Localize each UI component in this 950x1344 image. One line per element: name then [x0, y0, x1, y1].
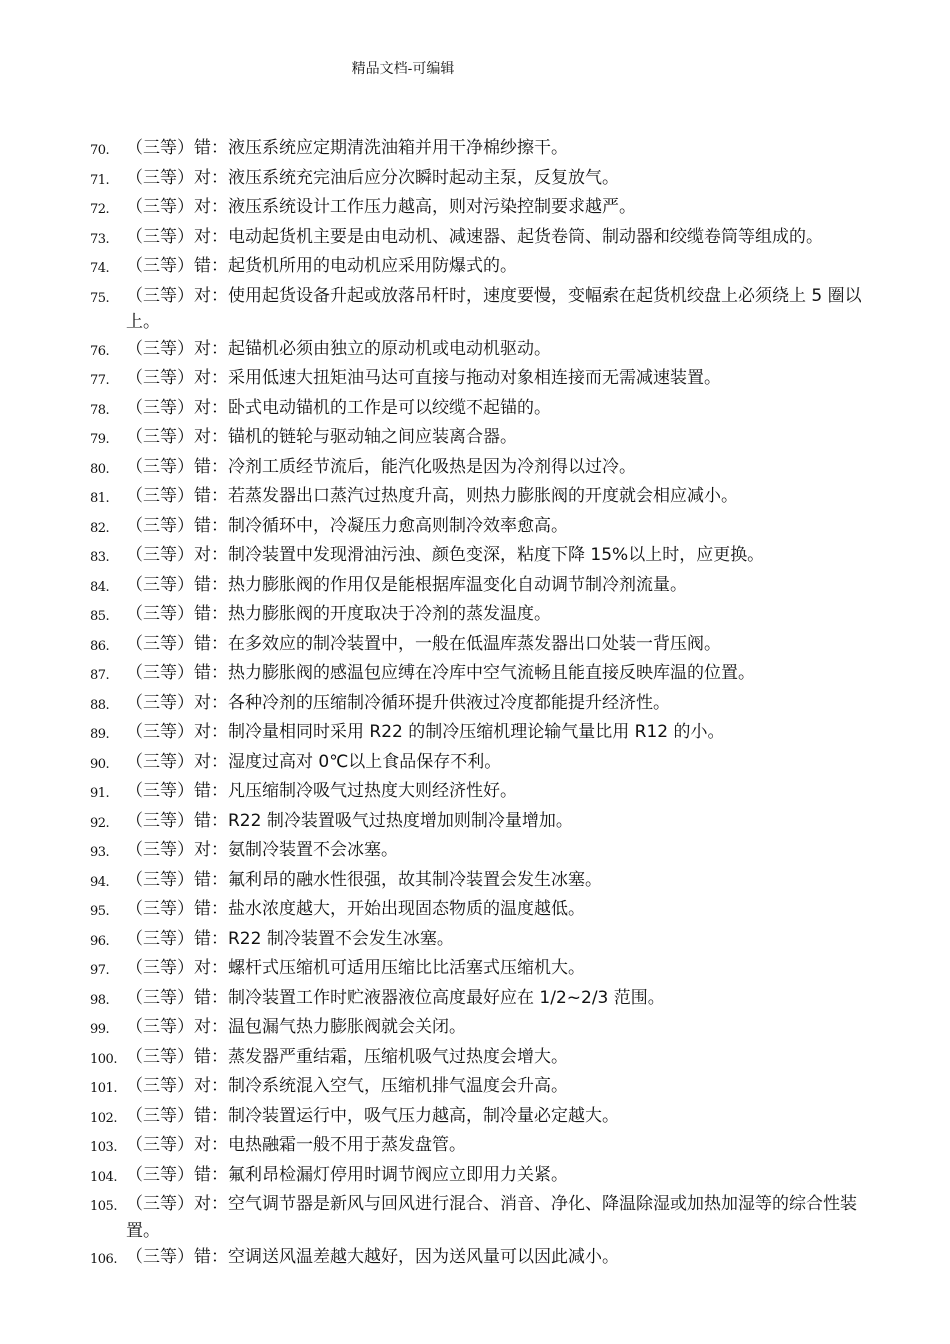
item-text: （三等）错：制冷装置工作时贮液器液位高度最好应在 1/2~2/3 范围。 — [126, 987, 665, 1008]
list-item — [90, 1044, 865, 1074]
item-text: （三等）对：使用起货设备升起或放落吊杆时，速度要慢，变幅索在起货机绞盘上必须绕上 5 圈以上。 — [126, 285, 862, 332]
item-text: （三等）对：制冷量相同时采用 R22 的制冷压缩机理论输气量比用 R12 的小。 — [126, 722, 725, 742]
list-item — [90, 365, 865, 395]
item-text: （三等）错：液压系统应定期清洗油箱并用干净棉纱擦干。 — [126, 138, 568, 158]
item-number: 82. — [90, 520, 110, 536]
item-number: 101. — [90, 1081, 117, 1096]
item-number: 71. — [90, 172, 110, 188]
list-item — [90, 483, 865, 513]
item-text: （三等）对：制冷装置中发现滑油污浊、颜色变深，粘度下降 15%以上时，应更换。 — [126, 545, 765, 565]
question-list — [90, 135, 865, 1274]
list-item — [90, 778, 865, 808]
item-number: 78. — [90, 402, 110, 418]
list-item — [90, 719, 865, 749]
list-item — [90, 513, 865, 543]
list-item — [90, 224, 865, 254]
item-number: 88. — [90, 697, 110, 713]
item-number: 103. — [90, 1140, 117, 1155]
item-number: 105. — [90, 1199, 117, 1214]
item-number: 79. — [90, 432, 110, 447]
item-text: （三等）错：空调送风温差越大越好，因为送风量可以因此减小。 — [126, 1247, 619, 1267]
list-item — [90, 985, 865, 1015]
item-text: （三等）对：液压系统设计工作压力越高，则对污染控制要求越严。 — [126, 197, 636, 217]
page-header: 精品文档-可编辑 — [351, 61, 455, 77]
item-number: 87. — [90, 668, 110, 683]
item-number: 99. — [90, 1022, 110, 1037]
list-item — [90, 194, 865, 224]
item-number: 86. — [90, 638, 110, 654]
item-text: （三等）错：盐水浓度越大，开始出现固态物质的温度越低。 — [126, 899, 585, 919]
item-number: 90. — [90, 756, 110, 772]
item-number: 84. — [90, 579, 110, 595]
item-text: （三等）对：制冷系统混入空气，压缩机排气温度会升高。 — [126, 1076, 568, 1096]
item-number: 74. — [90, 261, 110, 276]
item-text: （三等）对：起锚机必须由独立的原动机或电动机驱动。 — [126, 338, 551, 359]
item-text: （三等）对：氨制冷装置不会冰塞。 — [126, 840, 398, 860]
item-number: 77. — [90, 373, 110, 388]
item-number: 92. — [90, 815, 110, 831]
item-number: 93. — [90, 845, 110, 860]
item-number: 94. — [90, 874, 110, 890]
item-number: 80. — [90, 461, 110, 477]
list-item — [90, 253, 865, 283]
item-number: 72. — [90, 202, 110, 217]
item-text: （三等）错：蒸发器严重结霜，压缩机吸气过热度会增大。 — [126, 1046, 568, 1067]
item-number: 75. — [90, 290, 110, 306]
list-item — [90, 165, 865, 195]
item-text: （三等）错：若蒸发器出口蒸汽过热度升高，则热力膨胀阀的开度就会相应减小。 — [126, 486, 738, 506]
item-number: 100. — [90, 1051, 117, 1067]
list-item — [90, 690, 865, 720]
item-number: 95. — [90, 904, 110, 919]
item-number: 96. — [90, 933, 110, 949]
item-text: （三等）对：空气调节器是新风与回风进行混合、消音、净化、降温除湿或加热加湿等的综合性装置。 — [126, 1194, 857, 1241]
item-number: 91. — [90, 786, 110, 801]
list-item — [90, 808, 865, 838]
item-number: 85. — [90, 609, 110, 624]
item-text: （三等）错：制冷装置运行中，吸气压力越高，制冷量必定越大。 — [126, 1105, 619, 1126]
list-item — [90, 896, 865, 926]
item-text: （三等）对：锚机的链轮与驱动轴之间应装离合器。 — [126, 427, 517, 447]
list-item — [90, 1103, 865, 1133]
item-number: 97. — [90, 963, 110, 978]
item-text: （三等）错：冷剂工质经节流后，能汽化吸热是因为冷剂得以过冷。 — [126, 456, 636, 477]
item-text: （三等）错：热力膨胀阀的感温包应缚在冷库中空气流畅且能直接反映库温的位置。 — [126, 663, 755, 683]
item-number: 104. — [90, 1169, 117, 1185]
list-item — [90, 749, 865, 779]
list-item — [90, 1162, 865, 1192]
item-number: 98. — [90, 992, 110, 1008]
item-number: 102. — [90, 1110, 117, 1126]
item-number: 73. — [90, 231, 110, 247]
item-text: （三等）错：制冷循环中，冷凝压力愈高则制冷效率愈高。 — [126, 515, 568, 536]
item-text: （三等）对：液压系统充完油后应分次瞬时起动主泵，反复放气。 — [126, 167, 619, 188]
list-item — [90, 926, 865, 956]
list-item — [90, 283, 865, 336]
item-text: （三等）错：R22 制冷装置不会发生冰塞。 — [126, 928, 454, 949]
list-item — [90, 454, 865, 484]
list-item — [90, 1244, 865, 1274]
item-text: （三等）对：温包漏气热力膨胀阀就会关闭。 — [126, 1017, 466, 1037]
list-item — [90, 395, 865, 425]
list-item — [90, 631, 865, 661]
item-text: （三等）错：起货机所用的电动机应采用防爆式的。 — [126, 256, 517, 276]
item-text: （三等）错：氟利昂的融水性很强，故其制冷装置会发生冰塞。 — [126, 869, 602, 890]
list-item — [90, 135, 865, 165]
list-item — [90, 572, 865, 602]
list-item — [90, 955, 865, 985]
item-text: （三等）错：热力膨胀阀的作用仅是能根据库温变化自动调节制冷剂流量。 — [126, 574, 687, 595]
item-text: （三等）错：热力膨胀阀的开度取决于冷剂的蒸发温度。 — [126, 604, 551, 624]
list-item — [90, 1073, 865, 1103]
list-item — [90, 1132, 865, 1162]
item-text: （三等）对：卧式电动锚机的工作是可以绞缆不起锚的。 — [126, 397, 551, 418]
item-number: 70. — [90, 143, 110, 158]
list-item — [90, 424, 865, 454]
item-number: 76. — [90, 343, 110, 359]
item-number: 81. — [90, 491, 110, 506]
item-number: 89. — [90, 727, 110, 742]
list-item — [90, 660, 865, 690]
item-number: 83. — [90, 550, 110, 565]
item-text: （三等）对：采用低速大扭矩油马达可直接与拖动对象相连接而无需减速装置。 — [126, 368, 721, 388]
list-item — [90, 542, 865, 572]
list-item — [90, 837, 865, 867]
item-text: （三等）对：电动起货机主要是由电动机、减速器、起货卷筒、制动器和绞缆卷筒等组成的。 — [126, 226, 823, 247]
item-text: （三等）错：凡压缩制冷吸气过热度大则经济性好。 — [126, 781, 517, 801]
list-item — [90, 867, 865, 897]
item-text: （三等）对：湿度过高对 0℃以上食品保存不利。 — [126, 751, 502, 772]
item-number: 106. — [90, 1252, 117, 1267]
item-text: （三等）对：螺杆式压缩机可适用压缩比比活塞式压缩机大。 — [126, 958, 585, 978]
item-text: （三等）对：各种冷剂的压缩制冷循环提升供液过冷度都能提升经济性。 — [126, 692, 670, 713]
item-text: （三等）错：在多效应的制冷装置中，一般在低温库蒸发器出口处装一背压阀。 — [126, 633, 721, 654]
item-text: （三等）错：R22 制冷装置吸气过热度增加则制冷量增加。 — [126, 810, 573, 831]
list-item — [90, 336, 865, 366]
item-text: （三等）错：氟利昂检漏灯停用时调节阀应立即用力关紧。 — [126, 1164, 568, 1185]
list-item — [90, 1014, 865, 1044]
list-item — [90, 601, 865, 631]
list-item — [90, 1191, 865, 1244]
item-text: （三等）对：电热融霜一般不用于蒸发盘管。 — [126, 1135, 466, 1155]
